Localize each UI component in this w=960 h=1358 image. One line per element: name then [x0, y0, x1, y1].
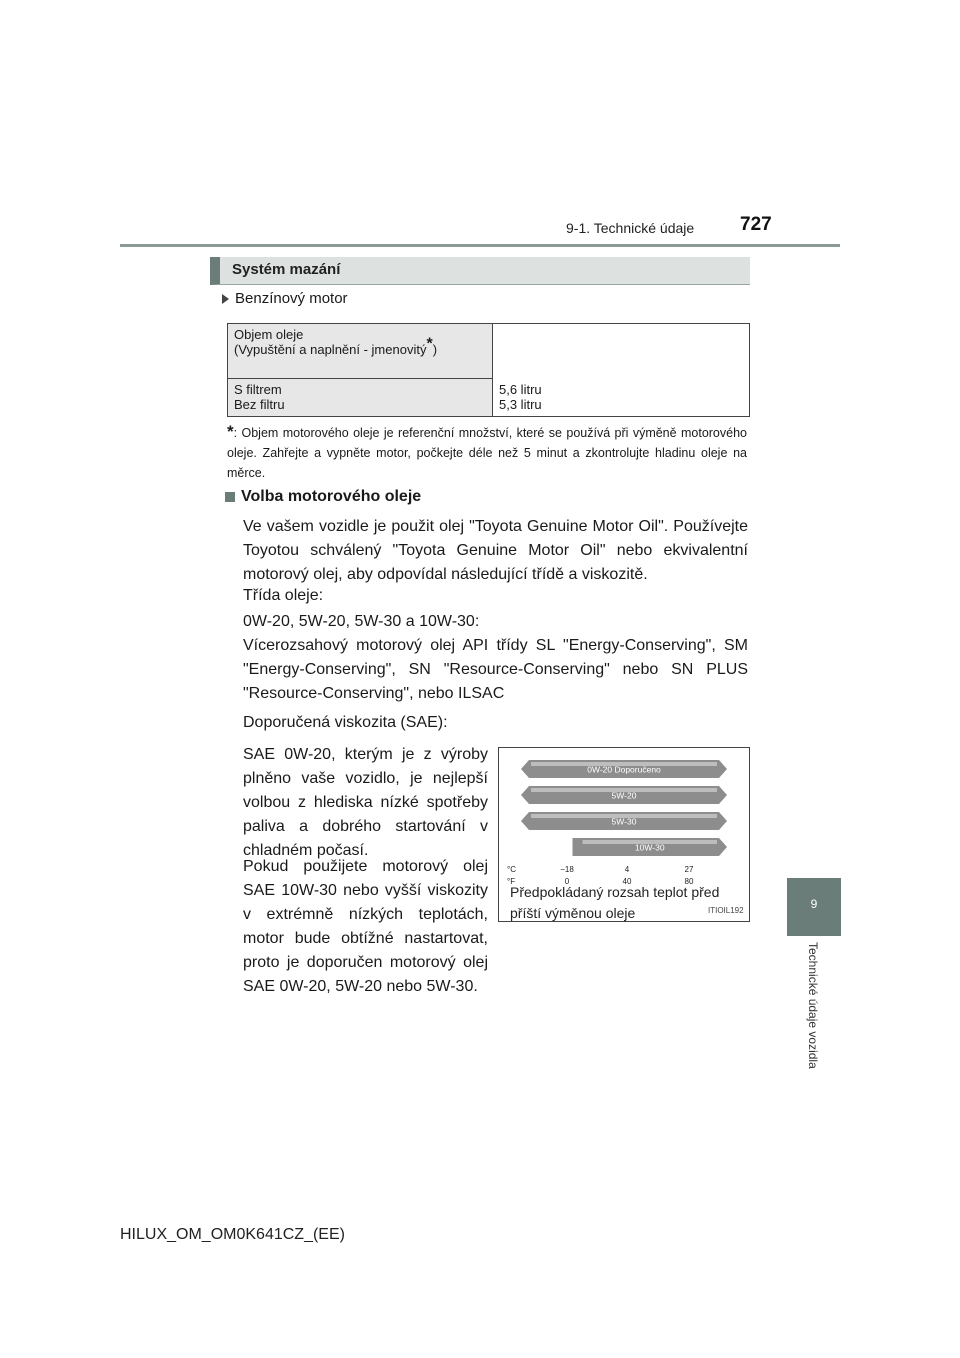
footnote [227, 422, 747, 483]
table-value: 5,3 litru [499, 397, 542, 412]
viscosity-bars [521, 760, 727, 856]
fahrenheit-tick: 80 [684, 877, 694, 886]
viscosity-label: Doporučená viskozita (SAE): [243, 714, 448, 731]
viscosity-grade-label: 5W-30 [611, 816, 637, 827]
fahrenheit-tick: 40 [622, 877, 632, 886]
section-title: Systém mazání [232, 261, 341, 278]
oil-grades-description: Vícerozsahový motorový olej API třídy SL "Energy-Conserving", SM "Energy-Conserving", SN "Resource-Conserving" nebo SN PLUS "Resource-Conserving", nebo ILSAC [243, 637, 748, 702]
low-temp-paragraph: Pokud použijete motorový olej SAE 10W-30 nebo vyšší viskozity v extrémně nízkých teplotách, motor bude obtížné nastartovat, proto je doporučen motorový olej SAE 0W-20, 5W-20 nebo 5W-30. [243, 858, 488, 995]
header-divider [120, 244, 840, 247]
viscosity-bar [573, 838, 728, 856]
oil-intro-paragraph: Ve vašem vozidle je použit olej "Toyota Genuine Motor Oil". Používejte Toyotou schválený "Toyota Genuine Motor Oil" nebo ekvivalentní motorový olej, aby odpovídal následující třídě a viskozitě. [243, 518, 748, 583]
table-header-line2: (Vypuštění a naplnění - jmenovitý*) [234, 335, 438, 357]
celsius-tick: −18 [560, 865, 574, 874]
engine-type-label: Benzínový motor [235, 290, 348, 307]
oil-grades-line: 0W-20, 5W-20, 5W-30 a 10W-30: [243, 613, 480, 630]
footnote-mark: * [227, 422, 234, 441]
oil-selection-heading-text: Volba motorového oleje [241, 488, 422, 505]
viscosity-bar [521, 786, 727, 804]
chapter-tab-label-text: Technické údaje vozidla [806, 942, 820, 1069]
viscosity-grade-label: 5W-20 [611, 790, 637, 801]
table-header-cell [228, 324, 493, 379]
chapter-tab-number: 9 [810, 897, 818, 911]
celsius-unit: °C [507, 865, 516, 874]
table-header-line1: Objem oleje [234, 327, 304, 342]
triangle-bullet-icon [222, 294, 229, 304]
celsius-tick: 27 [684, 865, 694, 874]
oil-capacity-table [227, 323, 750, 417]
oil-class-label: Třída oleje: [243, 587, 324, 604]
oil-grades [243, 610, 748, 706]
table-label-cell [228, 379, 493, 417]
sae-paragraph: SAE 0W-20, kterým je z výroby plněno vaše vozidlo, je nejlepší volbou z hlediska nízké spotřeby paliva a dobrého startování v chladném počasí. [243, 746, 488, 859]
viscosity-grade-label: 10W-30 [634, 842, 665, 853]
section-title-bar [210, 257, 750, 285]
viscosity-grade-label: 0W-20 Doporučeno [587, 764, 661, 775]
section-path: 9-1. Technické údaje [566, 220, 695, 236]
viscosity-bar [521, 812, 727, 830]
viscosity-bar [521, 760, 727, 778]
celsius-tick: 4 [624, 865, 630, 874]
engine-type [222, 290, 348, 307]
chapter-tab-label [788, 942, 838, 1102]
page-number: 727 [740, 214, 772, 235]
table-label: Bez filtru [234, 397, 285, 412]
table-row [228, 324, 750, 379]
fahrenheit-unit: °F [507, 877, 516, 886]
table-label: S filtrem [234, 382, 282, 397]
table-value-cell [493, 324, 750, 417]
table-value: 5,6 litru [499, 382, 542, 397]
footnote-text: : Objem motorového oleje je referenční množství, které se používá při výměně motorového oleje. Zahřejte a vypněte motor, počkejte déle než 5 minut a zkontrolujte hladinu oleje na měrce. [227, 426, 747, 480]
figure-caption: Předpokládaný rozsah teplot před příští výměnou oleje [510, 884, 720, 921]
figure-code: ITIOIL192 [708, 906, 744, 915]
oil-selection-heading [225, 488, 421, 506]
square-bullet-icon [225, 492, 235, 502]
fahrenheit-tick: 0 [564, 877, 570, 886]
document-id: HILUX_OM_OM0K641CZ_(EE) [120, 1226, 345, 1243]
